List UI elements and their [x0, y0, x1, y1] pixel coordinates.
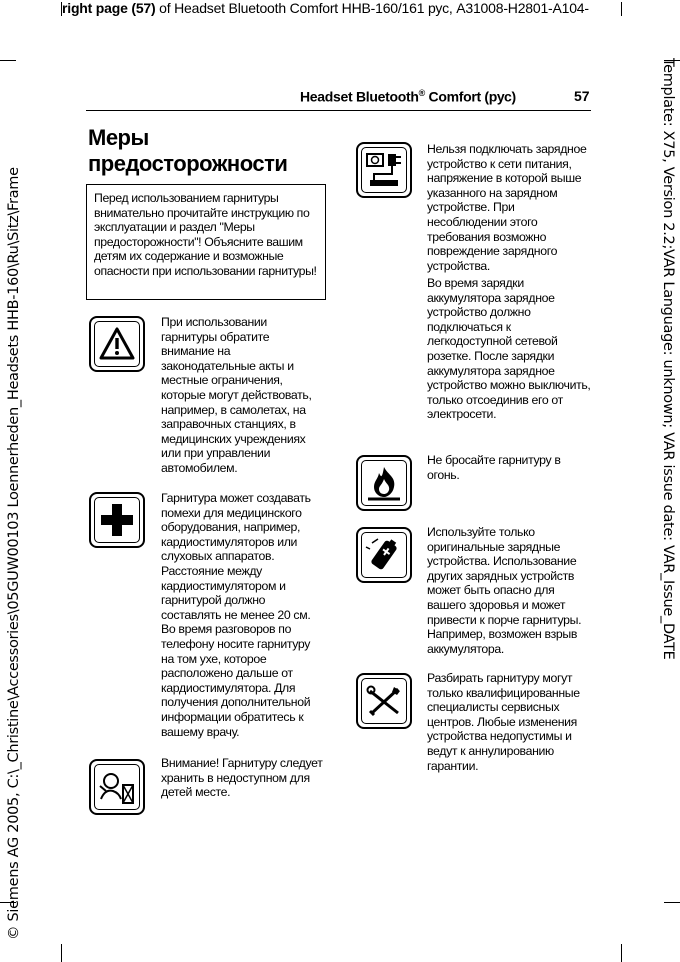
charger-item-icon-frame [356, 142, 412, 198]
disassembly-item-text: Разбирать гарнитуру могут только квалифицированные специалисты сервисных центров. Любые изменения устройства недопустимы и ведут к аннулированию гарантии. [427, 671, 580, 773]
crop-mark [621, 944, 622, 962]
medical-item-text: Гарнитура может создавать помехи для медицинского оборудования, например, кардиостимуляторов или слуховых аппаратов. Расстояние между кардиостимулятором и гарнитурой должно составлять не менее 20 см. Во время разговоров по телефону носите гарнитуру на том ухе, которое расположено дальше от кардиостимулятора. Для получения дополнительной информации обратитесь к вашему врачу. [161, 491, 311, 739]
child-safety-icon [97, 767, 137, 807]
notice-box: Перед использованием гарнитуры внимательно прочитайте инструкцию по эксплуатации и раздел "Меры предосторожности"! Объясните вашим детям их содержание и возможные опасности при использовании гарнитуры! [86, 184, 326, 300]
medical-cross-icon [97, 500, 137, 540]
charger-item-text-2: Во время зарядки аккумулятора зарядное устройство должно подключаться к легкодоступной сетевой розетке. После зарядки аккумулятора зарядное устройство можно выключить, только отсоединив его от электросети. [427, 276, 591, 422]
print-meta-line [62, 0, 589, 16]
warning-item-text: При использовании гарнитуры обратите внимание на законодательные акты и местные ограничения, которые могут действовать, например, в самолетах, на заправочных станциях, в медицинских учреждениях или при управлении автомобилем. [161, 315, 312, 475]
child-item-text: Внимание! Гарнитуру следует хранить в недоступном для детей месте. [161, 756, 323, 800]
charger-item-text: Нельзя подключать зарядное устройство к сети питания, напряжение в которой выше указанного на зарядном устройстве. При несоблюдении этого требования возможно повреждение зарядного устройства. [427, 142, 587, 273]
crop-mark [621, 2, 622, 16]
crop-mark [61, 2, 62, 16]
running-header [300, 88, 516, 105]
medical-item-icon-frame [89, 492, 145, 548]
header-rule [86, 110, 591, 111]
crop-mark [0, 60, 16, 61]
print-meta-bold: right page (57) [62, 0, 156, 16]
header-registered-mark: ® [418, 88, 425, 98]
battery-item-icon-frame [356, 527, 412, 583]
right-margin-template-text: Template: X75, Version 2.2;VAR Language: unknown; VAR issue date: VAR_Issue_DATE [660, 58, 676, 660]
warning-triangle-icon [97, 324, 137, 364]
left-margin-path-text: © Siemens AG 2005, C:\_Christine\Accessories\05GUW00103 Loennerheden_Headsets HHB-160\Ru\Sitz\Frame [6, 167, 22, 940]
fire-item-text: Не бросайте гарнитуру в огонь. [427, 453, 561, 482]
print-meta-rest: of Headset Bluetooth Comfort HHB-160/161 рус, A31008-H2801-A104- [155, 0, 589, 16]
section-title: Меры предосторожности [88, 125, 288, 176]
charger-voltage-icon [364, 150, 404, 190]
battery-item-text: Используйте только оригинальные зарядные устройства. Использование других зарядных устройств может быть опасно для вашего здоровья и может привести к порче гарнитуры. Например, возможен взрыв аккумулятора. [427, 525, 582, 656]
no-disassembly-icon [364, 681, 404, 721]
crop-mark [61, 944, 62, 962]
header-title-end: Comfort (рус) [424, 88, 516, 105]
header-title-main: Headset Bluetooth [300, 88, 419, 105]
warning-item-icon-frame [89, 316, 145, 372]
page-number: 57 [574, 88, 590, 104]
battery-icon [364, 535, 404, 575]
disassembly-item-icon-frame [356, 673, 412, 729]
fire-item-icon-frame [356, 455, 412, 511]
crop-mark [664, 902, 680, 903]
fire-icon [364, 463, 404, 503]
child-item-icon-frame [89, 759, 145, 815]
